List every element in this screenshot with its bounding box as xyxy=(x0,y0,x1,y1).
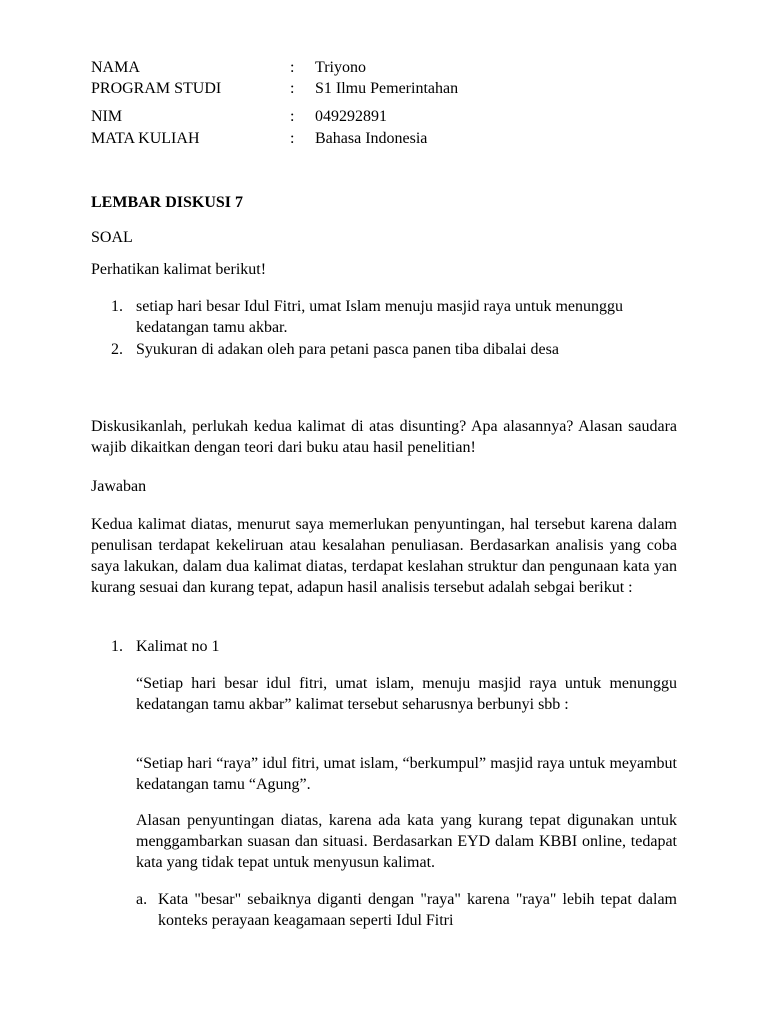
header-label: NAMA xyxy=(91,59,140,76)
header-label: NIM xyxy=(91,108,123,125)
soal-label: SOAL xyxy=(91,229,133,246)
header-colon: : xyxy=(290,130,295,147)
question-paragraph: Diskusikanlah, perlukah kedua kalimat di atas disunting? Apa alasannya? Alasan saudara wajib dikaitkan dengan teori dari buku atau hasil penelitian! xyxy=(91,418,677,456)
instruction-text: Perhatikan kalimat berikut! xyxy=(91,261,267,278)
header-value: Triyono xyxy=(315,59,366,76)
sentence-number: 2. xyxy=(111,341,123,358)
header-colon: : xyxy=(290,80,295,97)
header-value: S1 Ilmu Pemerintahan xyxy=(315,80,459,97)
point-item: Kata "besar" sebaiknya diganti dengan "raya" karena "raya" lebih tepat dalam konteks perayaan keagamaan seperti Idul Fitri xyxy=(158,891,677,929)
header-label: MATA KULIAH xyxy=(91,130,200,147)
header-value: 049292891 xyxy=(315,108,387,125)
sentence-number: 1. xyxy=(111,298,123,315)
revised-sentence-paragraph: “Setiap hari “raya” idul fitri, umat islam, “berkumpul” masjid raya untuk meyambut kedatangan tamu “Agung”. xyxy=(136,755,677,793)
analysis-number: 1. xyxy=(111,638,123,655)
header-colon: : xyxy=(290,59,295,76)
analysis-heading: Kalimat no 1 xyxy=(136,638,220,655)
sentence-item: Syukuran di adakan oleh para petani pasca panen tiba dibalai desa xyxy=(136,341,559,358)
original-sentence-paragraph: “Setiap hari besar idul fitri, umat islam, menuju masjid raya untuk menunggu kedatangan tamu akbar” kalimat tersebut seharusnya berbunyi sbb : xyxy=(136,675,677,713)
sentence-item: setiap hari besar Idul Fitri, umat Islam menuju masjid raya untuk menunggu kedatangan tamu akbar. xyxy=(136,298,624,336)
reason-paragraph: Alasan penyuntingan diatas, karena ada kata yang kurang tepat digunakan untuk menggambarkan suasan dan situasi. Berdasarkan EYD dalam KBBI online, tedapat kata yang tidak tepat untuk menyusun kalimat. xyxy=(136,812,677,871)
point-letter: a. xyxy=(136,891,148,908)
header-label: PROGRAM STUDI xyxy=(91,80,222,97)
document-title: LEMBAR DISKUSI 7 xyxy=(91,194,244,211)
header-value: Bahasa Indonesia xyxy=(315,130,428,147)
answer-intro-paragraph: Kedua kalimat diatas, menurut saya memerlukan penyuntingan, hal tersebut karena dalam penulisan terdapat kekeliruan atau kesalahan penuliasan. Berdasarkan analisis yang coba saya lakukan, dalam dua kalimat diatas, terdapat keslahan struktur dan pengunaan kata yan kurang sesuai dan kurang tepat, adapun hasil analisis tersebut adalah sebgai berikut : xyxy=(91,516,677,596)
answer-label: Jawaban xyxy=(91,478,147,495)
header-colon: : xyxy=(290,108,295,125)
